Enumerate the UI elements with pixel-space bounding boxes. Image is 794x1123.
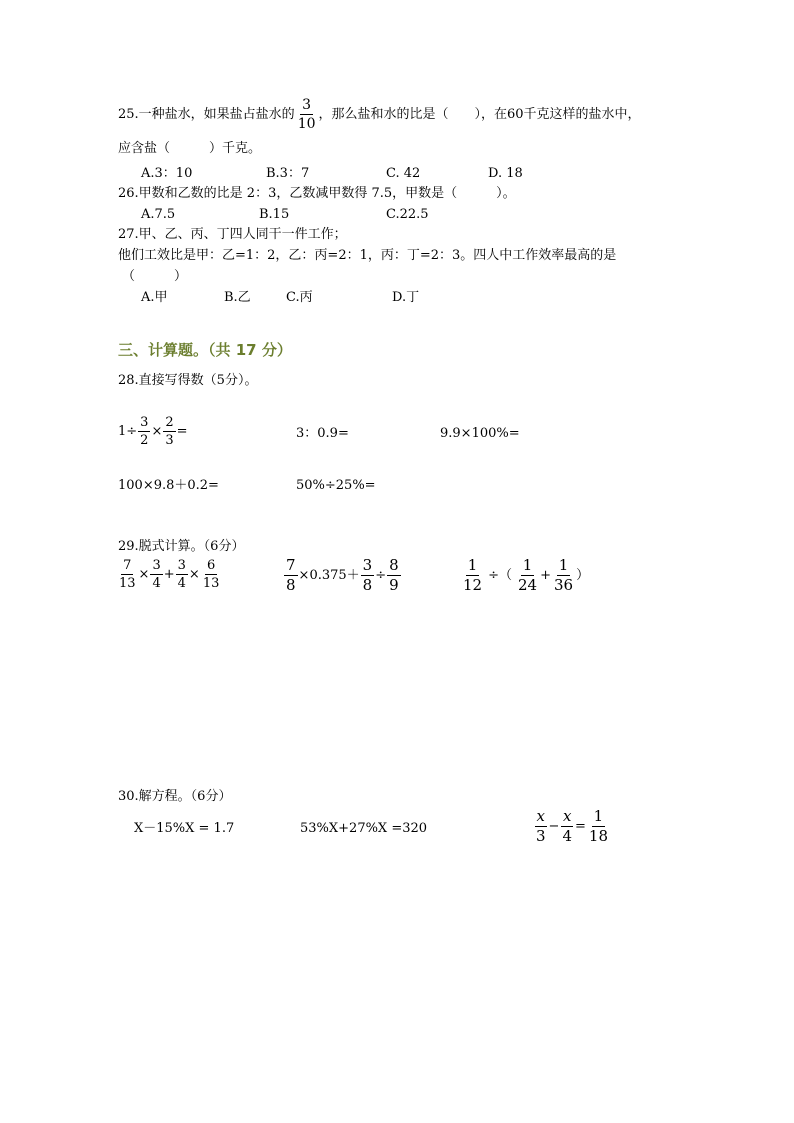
q28-expr1 bbox=[118, 416, 188, 447]
q29-expr2-frac3-den: 9 bbox=[389, 576, 399, 594]
q25-frac-den: 10 bbox=[297, 116, 316, 132]
q28-expr1-op: × bbox=[151, 424, 163, 439]
q27-option-c: C.丙 bbox=[286, 290, 313, 305]
q27-option-a: A.甲 bbox=[141, 290, 168, 305]
q30-expr3-frac2-num: x bbox=[562, 807, 572, 825]
q30-expr3-op: − bbox=[548, 819, 560, 834]
q29-expr2-frac3 bbox=[387, 558, 401, 593]
q28-expr1-lead: 1÷ bbox=[118, 424, 138, 439]
q29-expr3-frac3-num: 1 bbox=[558, 556, 569, 574]
q29-expr2-frac3-num: 8 bbox=[389, 556, 399, 574]
q25-pre: 25.一种盐水，如果盐占盐水的 bbox=[118, 107, 295, 122]
q30-expr3-frac1-den: 3 bbox=[536, 827, 546, 845]
q26-option-b: B.15 bbox=[259, 207, 290, 222]
q29-expr1-frac1-den: 13 bbox=[119, 576, 136, 591]
q29-expr3-frac3 bbox=[552, 558, 575, 593]
q26-option-a: A.7.5 bbox=[141, 207, 176, 222]
q29-expr2-op2: ÷ bbox=[375, 568, 387, 583]
q29-expr1-frac4 bbox=[201, 559, 222, 590]
q28-expr1-frac2-den: 3 bbox=[165, 433, 174, 448]
q29-expr3-op1: ÷（ bbox=[488, 568, 512, 583]
q29-expr1-frac3 bbox=[176, 559, 188, 590]
q28-expr1-frac2-num: 2 bbox=[165, 415, 174, 430]
q28-expr1-frac1-den: 2 bbox=[140, 433, 149, 448]
q29-expr1-frac2-den: 4 bbox=[152, 576, 161, 591]
q29-expr1-frac1 bbox=[117, 559, 138, 590]
q30-expr3-frac3-den: 18 bbox=[588, 827, 608, 845]
q25-option-c: C. 42 bbox=[386, 166, 421, 181]
q28-expr1-frac1-num: 3 bbox=[140, 415, 149, 430]
q27-line1: 27.甲、乙、丙、丁四人同干一件工作； bbox=[118, 227, 347, 242]
q29-expr2-frac2-den: 8 bbox=[362, 576, 373, 594]
q29-expr3-frac2-den: 24 bbox=[518, 576, 538, 594]
q28-expr5: 50%÷25%= bbox=[296, 478, 376, 493]
q29-expr3-frac1 bbox=[461, 558, 484, 593]
q25-post: ，那么盐和水的比是（ ），在60千克这样的盐水中， bbox=[318, 107, 641, 122]
q29-expr2 bbox=[283, 558, 402, 593]
q29-expr3-frac1-den: 12 bbox=[463, 576, 483, 594]
q29-expr2-op1: ×0.375＋ bbox=[298, 568, 360, 583]
q26-option-c: C.22.5 bbox=[386, 207, 429, 222]
q26-text: 26.甲数和乙数的比是 2：3，乙数减甲数得 7.5，甲数是（ ）。 bbox=[118, 186, 516, 201]
q28-expr1-frac2 bbox=[163, 416, 175, 447]
q29-expr3-frac2-num: 1 bbox=[522, 556, 533, 574]
q27-line3: （ ） bbox=[122, 269, 188, 284]
q29-expr3-op2: + bbox=[540, 568, 551, 583]
q29-expr1-frac1-num: 7 bbox=[123, 558, 132, 573]
q28-title: 28.直接写得数（5分）。 bbox=[118, 373, 258, 388]
q29-expr3-frac3-den: 36 bbox=[554, 576, 574, 594]
q29-title: 29.脱式计算。（6分） bbox=[118, 539, 245, 554]
q29-expr1-frac4-num: 6 bbox=[206, 558, 216, 573]
q29-expr1-op1: × bbox=[138, 567, 150, 582]
q29-expr1-frac2 bbox=[150, 559, 162, 590]
q25-option-d: D. 18 bbox=[488, 166, 523, 181]
q30-expr3-frac3 bbox=[587, 809, 610, 844]
q29-expr1-op2: + bbox=[163, 567, 175, 582]
q30-expr3-frac1 bbox=[534, 809, 548, 844]
q29-expr3-frac1-num: 1 bbox=[467, 556, 478, 574]
q30-expr1: X－15%X = 1.7 bbox=[134, 821, 235, 836]
q30-expr2: 53%X+27%X =320 bbox=[300, 821, 428, 836]
q29-expr1-op3: × bbox=[188, 567, 200, 582]
q29-expr1-frac4-den: 13 bbox=[202, 576, 220, 591]
q25-frac-num: 3 bbox=[302, 97, 312, 113]
q25-line1 bbox=[118, 98, 641, 131]
q30-expr3 bbox=[533, 809, 611, 844]
q27-option-d: D.丁 bbox=[392, 290, 420, 305]
q27-option-b: B.乙 bbox=[224, 290, 251, 305]
q28-expr2: 3：0.9= bbox=[296, 426, 349, 441]
q29-expr2-frac1-den: 8 bbox=[286, 576, 296, 594]
q29-expr3-frac2 bbox=[516, 558, 539, 593]
q29-expr2-frac2-num: 3 bbox=[362, 556, 373, 574]
q30-expr3-frac2-den: 4 bbox=[562, 827, 572, 845]
q29-expr1-frac2-num: 3 bbox=[152, 558, 161, 573]
q28-expr3: 9.9×100%= bbox=[440, 426, 520, 441]
q29-expr2-frac2 bbox=[361, 558, 375, 593]
q28-expr1-frac1 bbox=[138, 416, 150, 447]
q29-expr1-frac3-den: 4 bbox=[177, 576, 186, 591]
q28-expr4: 100×9.8＋0.2= bbox=[118, 478, 219, 493]
q29-expr1-frac3-num: 3 bbox=[177, 558, 186, 573]
q30-expr3-eq: = bbox=[575, 819, 586, 834]
q25-option-a: A.3：10 bbox=[141, 166, 193, 181]
q25-line2: 应含盐（ ）千克。 bbox=[118, 141, 262, 156]
q29-expr3 bbox=[460, 558, 589, 593]
q30-expr3-frac2 bbox=[560, 809, 574, 844]
q29-expr1 bbox=[116, 559, 222, 590]
q29-expr2-frac1 bbox=[284, 558, 298, 593]
q27-line2: 他们工效比是甲：乙=1：2，乙：丙=2：1，丙：丁=2：3。四人中工作效率最高的是 bbox=[118, 248, 617, 263]
q30-expr3-frac1-num: x bbox=[536, 807, 545, 825]
q25-option-b: B.3：7 bbox=[266, 166, 310, 181]
q30-expr3-frac3-num: 1 bbox=[593, 807, 604, 825]
q29-expr3-close: ） bbox=[576, 568, 590, 583]
q25-fraction bbox=[296, 98, 318, 131]
q29-expr2-frac1-num: 7 bbox=[286, 556, 296, 574]
q28-expr1-tail: = bbox=[176, 424, 188, 439]
section3-title: 三、计算题。（共 17 分） bbox=[118, 341, 292, 359]
q30-title: 30.解方程。（6分） bbox=[118, 789, 232, 804]
